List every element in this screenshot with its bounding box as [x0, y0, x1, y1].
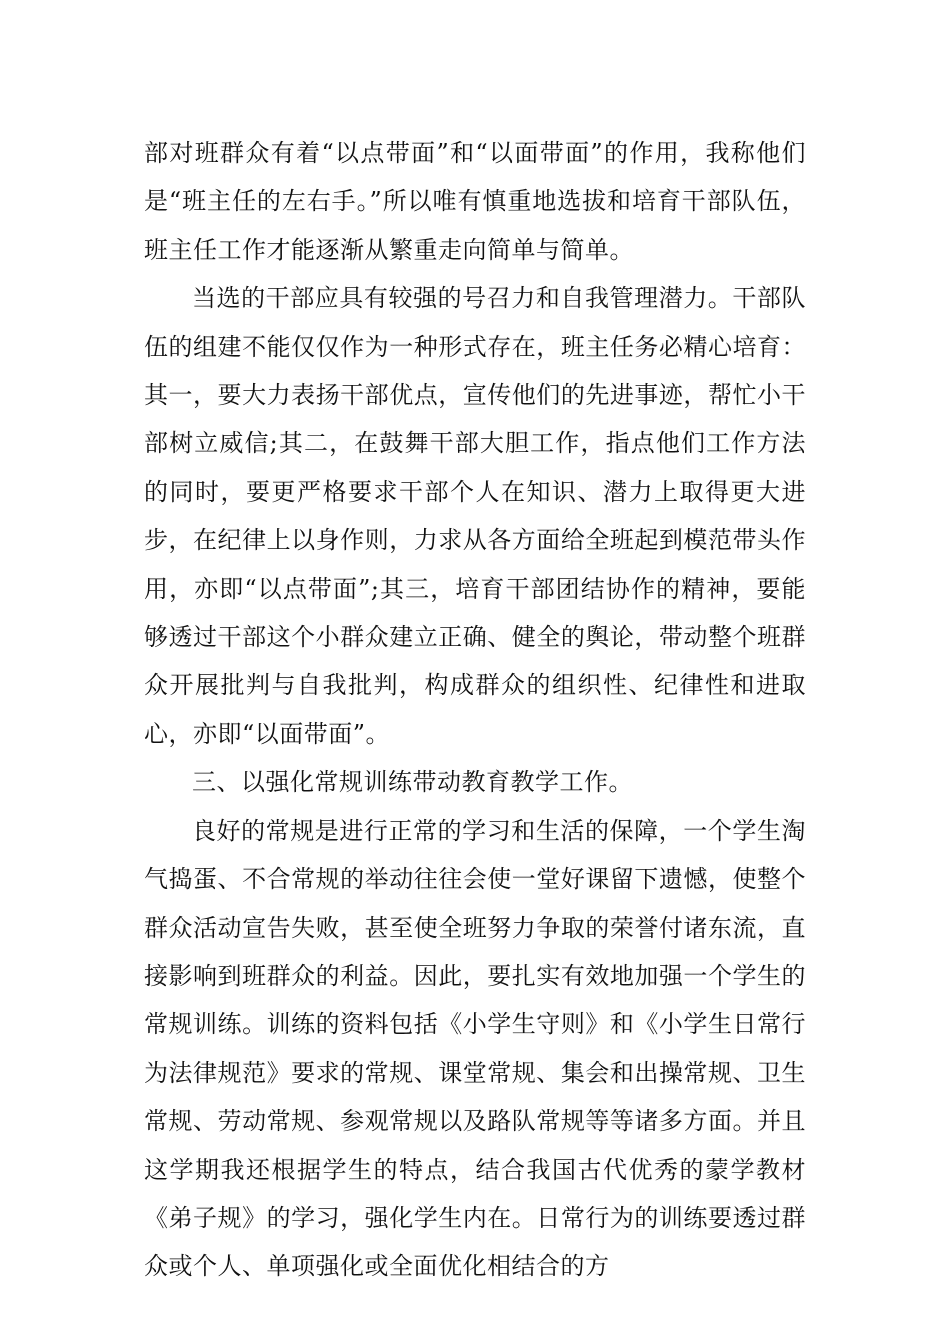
paragraph-4: 良好的常规是进行正常的学习和生活的保障，一个学生淘气捣蛋、不合常规的举动往往会使一堂好课留下遗憾，使整个群众活动宣告失败，甚至使全班努力争取的荣誉付诸东流，直接影响到班群众的利益。因此，要扎实有效地加强一个学生的常规训练。训练的资料包括《小学生守则》和《小学生日常行为法律规范》要求的常规、课堂常规、集会和出操常规、卫生常规、劳动常规、参观常规以及路队常规等等诸多方面。并且这学期我还根据学生的特点，结合我国古代优秀的蒙学教材《弟子规》的学习，强化学生内在。日常行为的训练要透过群众或个人、单项强化或全面优化相结合的方: [144, 816, 806, 1281]
body-text: [144, 129, 806, 1291]
paragraph-2: 当选的干部应具有较强的号召力和自我管理潜力。干部队伍的组建不能仅仅作为一种形式存在，班主任务必精心培育：其一，要大力表扬干部优点，宣传他们的先进事迹，帮忙小干部树立威信;其二，在鼓舞干部大胆工作，指点他们工作方法的同时，要更严格要求干部个人在知识、潜力上取得更大进步，在纪律上以身作则，力求从各方面给全班起到模范带头作用，亦即“以点带面”;其三，培育干部团结协作的精神，要能够透过干部这个小群众建立正确、健全的舆论，带动整个班群众开展批判与自我批判，构成群众的组织性、纪律性和进取心，亦即“以面带面”。: [144, 284, 806, 748]
paragraph-1: 部对班群众有着“以点带面”和“以面带面”的作用，我称他们是“班主任的左右手。”所以唯有慎重地选拔和培育干部队伍，班主任工作才能逐渐从繁重走向简单与简单。: [144, 139, 806, 264]
section-heading-3: 三、以强化常规训练带动教育教学工作。: [192, 768, 633, 797]
